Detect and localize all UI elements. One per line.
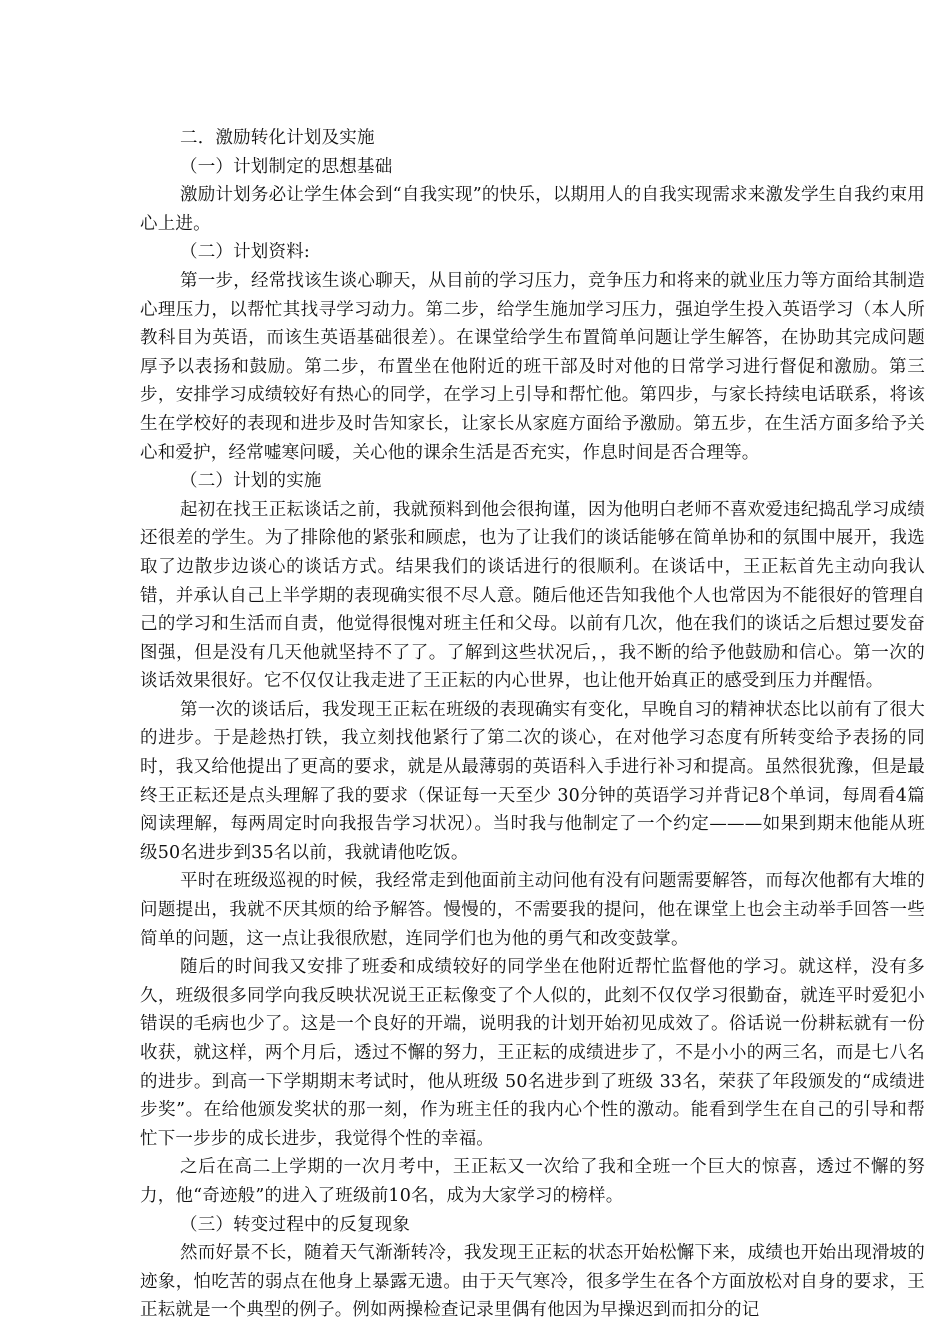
section-heading: 二．激励转化计划及实施 bbox=[180, 128, 375, 148]
paragraph: 然而好景不长，随着天气渐渐转冷，我发现王正耘的状态开始松懈下来，成绩也开始出现滑坡的迹象，怕吃苦的弱点在他身上暴露无遗。由于天气寒冷，很多学生在各个方面放松对自身的要求，王正耘就是一个典型的例子。例如两操检查记录里偶有他因为早操迟到而扣分的记 bbox=[140, 1243, 925, 1321]
paragraph: 第一次的谈话后，我发现王正耘在班级的表现确实有变化，早晚自习的精神状态比以前有了很大的进步。于是趁热打铁，我立刻找他紧行了第二次的谈心，在对他学习态度有所转变给予表扬的同时，我又给他提出了更高的要求，就是从最薄弱的英语科入手进行补习和提高。虽然很犹豫，但是最终王正耘还是点头理解了我的要求（保证每一天至少 30分钟的英语学习并背记8个单词，每周看4篇阅读理解，每两周定时向我报告学习状况）。当时我与他制定了一个约定———如果到期末他能从班级50名进步到35名以前，我就请他吃饭。 bbox=[140, 699, 925, 863]
paragraph: 第一步，经常找该生谈心聊天，从目前的学习压力，竞争压力和将来的就业压力等方面给其制造心理压力，以帮忙其找寻学习动力。第二步，给学生施加学习压力，强迫学生投入英语学习（本人所教科目为英语，而该生英语基础很差）。在课堂给学生布置简单问题让学生解答，在协助其完成问题厚予以表扬和鼓励。第二步，布置坐在他附近的班干部及时对他的日常学习进行督促和激励。第三步，安排学习成绩较好有热心的同学，在学习上引导和帮忙他。第四步，与家长持续电话联系，将该生在学校好的表现和进步及时告知家长，让家长从家庭方面给予激励。第五步，在生活方面多给予关心和爱护，经常嘘寒问暖，关心他的课余生活是否充实，作息时间是否合理等。 bbox=[140, 270, 925, 463]
document-body bbox=[140, 124, 925, 1325]
subsection-heading: （二）计划资料: bbox=[180, 242, 310, 263]
paragraph: 平时在班级巡视的时候，我经常走到他面前主动问他有没有问题需要解答，而每次他都有大堆的问题提出，我就不厌其烦的给予解答。慢慢的，不需要我的提问，他在课堂上也会主动举手回答一些简单的问题，这一点让我很欣慰，连同学们也为他的勇气和改变鼓掌。 bbox=[140, 871, 925, 949]
paragraph: 激励计划务必让学生体会到“自我实现”的快乐，以期用人的自我实现需求来激发学生自我约束用心上进。 bbox=[140, 185, 925, 234]
paragraph: 之后在高二上学期的一次月考中，王正耘又一次给了我和全班一个巨大的惊喜，透过不懈的努力，他“奇迹般”的进入了班级前10名，成为大家学习的榜样。 bbox=[140, 1157, 925, 1206]
paragraph: 随后的时间我又安排了班委和成绩较好的同学坐在他附近帮忙监督他的学习。就这样，没有多久，班级很多同学向我反映状况说王正耘像变了个人似的，此刻不仅仅学习很勤奋，就连平时爱犯小错误的毛病也少了。这是一个良好的开端，说明我的计划开始初见成效了。俗话说一份耕耘就有一份收获，就这样，两个月后，透过不懈的努力，王正耘的成绩进步了，不是小小的两三名，而是七八名的进步。到高一下学期期末考试时，他从班级 50名进步到了班级 33名，荣获了年段颁发的“成绩进步奖”。在给他颁发奖状的那一刻，作为班主任的我内心个性的激动。能看到学生在自己的引导和帮忙下一步步的成长进步，我觉得个性的幸福。 bbox=[140, 957, 925, 1149]
paragraph: 起初在找王正耘谈话之前，我就预料到他会很拘谨，因为他明白老师不喜欢爱违纪捣乱学习成绩还很差的学生。为了排除他的紧张和顾虑，也为了让我们的谈话能够在简单协和的氛围中展开，我选取了边散步边谈心的谈话方式。结果我们的谈话进行的很顺利。在谈话中，王正耘首先主动向我认错，并承认自己上半学期的表现确实很不尽人意。随后他还告知我他个人也常因为不能很好的管理自己的学习和生活而自责，他觉得很愧对班主任和父母。以前有几次，他在我们的谈话之后想过要发奋图强，但是没有几天他就坚持不了了。了解到这些状况后，，我不断的给予他鼓励和信心。第一次的谈话效果很好。它不仅仅让我走进了王正耘的内心世界，也让他开始真正的感受到压力并醒悟。 bbox=[140, 499, 925, 692]
subsection-heading: （一）计划制定的思想基础 bbox=[180, 156, 393, 177]
subsection-heading: （三）转变过程中的反复现象 bbox=[180, 1214, 411, 1235]
subsection-heading: （二）计划的实施 bbox=[180, 471, 322, 492]
